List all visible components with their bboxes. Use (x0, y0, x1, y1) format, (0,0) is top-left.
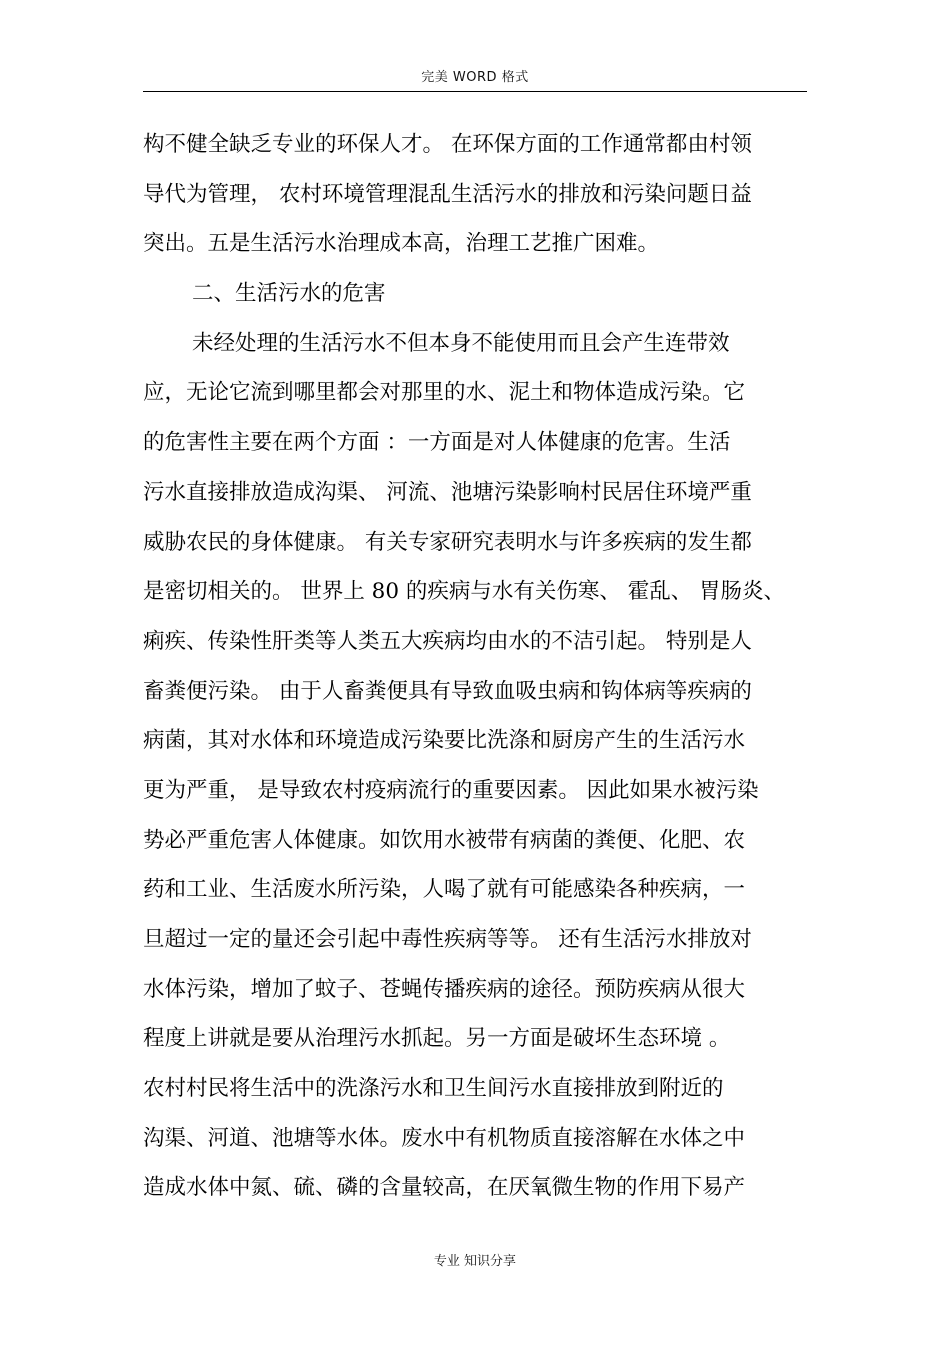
text-line: 应，无论它流到哪里都会对那里的水、泥土和物体造成污染。它 (143, 380, 746, 406)
header-divider (143, 91, 807, 92)
text-line: 威胁农民的身体健康。 有关专家研究表明水与许多疾病的发生都 (143, 529, 752, 555)
text-line: 沟渠、河道、池塘等水体。废水中有机物质直接溶解在水体之中 (143, 1125, 746, 1151)
text-line: 污水直接排放造成沟渠、 河流、池塘污染影响村民居住环境严重 (143, 479, 752, 505)
text-line: 畜粪便污染。 由于人畜粪便具有导致血吸虫病和钩体病等疾病的 (143, 678, 752, 704)
text-line: 势必严重危害人体健康。如饮用水被带有病菌的粪便、化肥、农 (143, 827, 746, 853)
document-body (143, 120, 813, 1213)
text-line: 是密切相关的。 世界上 80 的疾病与水有关伤寒、 霍乱、 胃肠炎、 (143, 579, 786, 605)
text-line: 药和工业、生活废水所污染，人喝了就有可能感染各种疾病，一 (143, 877, 746, 903)
text-line: 突出。五是生活污水治理成本高，治理工艺推广困难。 (143, 231, 660, 257)
text-line: 旦超过一定的量还会引起中毒性疾病等等。 还有生活污水排放对 (143, 927, 752, 952)
text-line: 构不健全缺乏专业的环保人才。 在环保方面的工作通常都由村领 (143, 132, 752, 157)
text-line: 病菌，其对水体和环境造成污染要比洗涤和厨房产生的生活污水 (143, 728, 746, 754)
paragraph-first-line: 未经处理的生活污水不但本身不能使用而且会产生连带效 (192, 330, 730, 356)
text-line: 水体污染，增加了蚊子、苍蝇传播疾病的途径。预防疾病从很大 (143, 976, 746, 1002)
text-line: 程度上讲就是要从治理污水抓起。另一方面是破坏生态环境 。 (143, 1026, 731, 1052)
page-footer: 专业 知识分享 (433, 1254, 517, 1269)
text-line: 的危害性主要在两个方面 ：一方面是对人体健康的危害。生活 (143, 430, 731, 456)
page-header: 完美 WORD 格式 (421, 70, 529, 85)
text-line: 更为严重， 是导致农村疫病流行的重要因素。 因此如果水被污染 (143, 777, 759, 803)
text-line: 导代为管理， 农村环境管理混乱生活污水的排放和污染问题日益 (143, 181, 752, 207)
text-line: 痢疾、传染性肝类等人类五大疾病均由水的不洁引起。 特别是人 (143, 628, 752, 654)
text-line: 农村村民将生活中的洗涤污水和卫生间污水直接排放到附近的 (143, 1076, 724, 1102)
section-heading: 二、生活污水的危害 (192, 281, 386, 307)
text-line: 造成水体中氮、硫、磷的含量较高，在厌氧微生物的作用下易产 (143, 1175, 746, 1201)
